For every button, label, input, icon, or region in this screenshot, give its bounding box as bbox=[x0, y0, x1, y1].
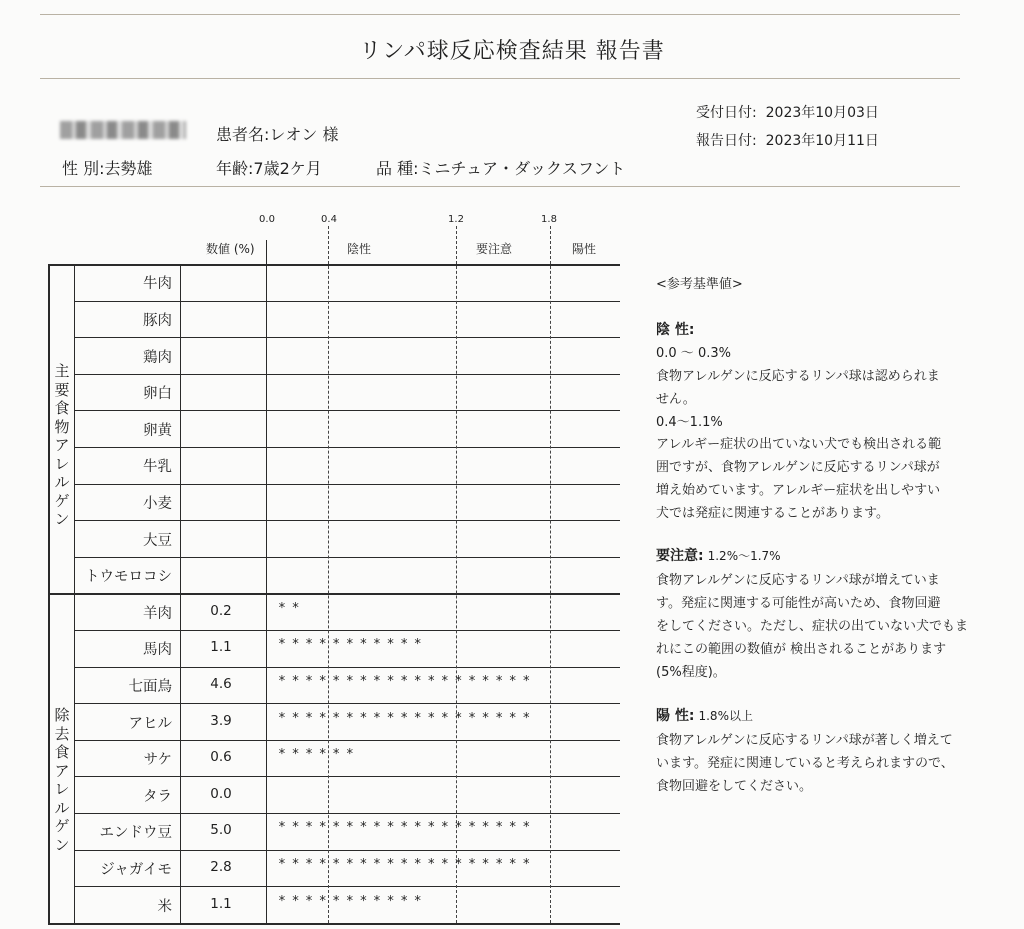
row-divider bbox=[74, 630, 620, 631]
allergen-label: 大豆 bbox=[143, 532, 172, 549]
threshold-line-0.4 bbox=[328, 226, 329, 923]
reference-caution-text: す。発症に関連する可能性が高いため、食物回避 bbox=[656, 596, 941, 611]
value-column-divider bbox=[266, 240, 267, 923]
reference-negative-text1: せん。 bbox=[656, 392, 696, 407]
allergen-label: 卵黄 bbox=[143, 422, 172, 439]
reference-title: 陽 性: bbox=[656, 708, 695, 724]
reference-positive-title bbox=[656, 706, 753, 727]
reference-heading: <参考基準値> bbox=[656, 277, 743, 292]
row-divider bbox=[74, 813, 620, 814]
patient-age-value: 7歳2ケ月 bbox=[253, 159, 322, 178]
row-divider bbox=[74, 776, 620, 777]
patient-age-label: 年齢: bbox=[216, 159, 254, 178]
row-divider bbox=[74, 740, 620, 741]
reference-positive-text: 食物回避をしてください。 bbox=[656, 779, 813, 794]
reference-title: 要注意: bbox=[656, 548, 704, 564]
patient-age bbox=[216, 156, 322, 179]
allergen-label: 牛乳 bbox=[143, 459, 172, 476]
patient-breed-label: 品 種: bbox=[376, 159, 419, 178]
top-rule bbox=[40, 14, 960, 15]
allergen-label: ジャガイモ bbox=[100, 861, 172, 878]
patient-sex bbox=[62, 156, 153, 179]
reference-negative-text2: アレルギー症状の出ていない犬でも検出される範 bbox=[656, 437, 942, 452]
redacted-patient-id bbox=[60, 121, 186, 139]
row-divider bbox=[74, 850, 620, 851]
allergen-label: アヒル bbox=[128, 715, 172, 732]
reference-negative-text2: 犬では発症に関連することがあります。 bbox=[656, 506, 889, 521]
allergen-value: 0.2 bbox=[210, 602, 232, 619]
allergen-label: 馬肉 bbox=[143, 642, 172, 659]
axis-tick-2: 1.2 bbox=[448, 214, 464, 225]
row-divider bbox=[74, 520, 620, 521]
patient-breed bbox=[376, 156, 625, 179]
allergen-label: 小麦 bbox=[143, 495, 172, 512]
allergen-label: 七面鳥 bbox=[128, 678, 172, 695]
table-border-top bbox=[48, 264, 620, 266]
reference-negative-title bbox=[656, 320, 694, 341]
patient-sex-value: 去勢雄 bbox=[104, 159, 153, 178]
group-divider bbox=[48, 593, 620, 595]
received-date-label: 受付日付: bbox=[696, 105, 757, 121]
reference-negative-range1: 0.0 ～ 0.3% bbox=[656, 346, 731, 361]
reported-date bbox=[696, 130, 879, 150]
allergen-value: 4.6 bbox=[210, 675, 232, 692]
received-date bbox=[696, 102, 879, 122]
allergen-label: トウモロコシ bbox=[85, 569, 172, 586]
allergen-star-bar: *********** bbox=[278, 893, 428, 909]
row-divider bbox=[74, 374, 620, 375]
allergen-label: 鶏肉 bbox=[143, 349, 172, 366]
row-divider bbox=[74, 337, 620, 338]
reference-caution-text: (5%程度)。 bbox=[656, 665, 726, 680]
threshold-line-1.8 bbox=[550, 226, 551, 923]
header-rule bbox=[40, 186, 960, 187]
reference-caution-text: をしてください。ただし、症状の出ていない犬でもま bbox=[656, 619, 969, 634]
allergen-star-bar: ******************* bbox=[278, 856, 536, 872]
received-date-value: 2023年10月03日 bbox=[765, 105, 879, 121]
reference-title: 陰 性: bbox=[656, 322, 695, 338]
reference-positive-text: います。発症に関連していると考えられますので、 bbox=[656, 756, 954, 771]
row-divider bbox=[74, 667, 620, 668]
axis-tick-0: 0.0 bbox=[259, 214, 275, 225]
reference-caution-title bbox=[656, 546, 781, 567]
row-divider bbox=[74, 410, 620, 411]
allergen-value: 3.9 bbox=[210, 712, 232, 729]
zone-caution-label: 要注意 bbox=[476, 242, 513, 256]
group-label-elimination: 除去食アレルゲン bbox=[54, 706, 70, 854]
allergen-label: 羊肉 bbox=[143, 605, 172, 622]
allergen-label: 卵白 bbox=[143, 386, 172, 403]
allergen-label: 牛肉 bbox=[143, 276, 172, 293]
allergen-value: 1.1 bbox=[210, 639, 232, 656]
zone-positive-label: 陽性 bbox=[572, 242, 597, 256]
allergen-value: 0.0 bbox=[210, 785, 232, 802]
reported-date-value: 2023年10月11日 bbox=[765, 133, 879, 149]
allergen-star-bar: ****** bbox=[278, 747, 360, 763]
row-divider bbox=[74, 301, 620, 302]
allergen-star-bar: *********** bbox=[278, 637, 428, 653]
reference-range: 1.8%以上 bbox=[698, 709, 753, 723]
axis-tick-3: 1.8 bbox=[541, 214, 557, 225]
patient-name-label: 患者名: bbox=[216, 125, 270, 144]
row-divider bbox=[74, 484, 620, 485]
allergen-value: 5.0 bbox=[210, 822, 232, 839]
row-divider bbox=[74, 886, 620, 887]
allergen-value: 1.1 bbox=[210, 895, 232, 912]
allergen-label: サケ bbox=[143, 752, 172, 769]
reference-positive-text: 食物アレルゲンに反応するリンパ球が著しく増えて bbox=[656, 733, 953, 748]
allergen-star-bar: ** bbox=[278, 600, 306, 616]
allergen-value: 0.6 bbox=[210, 749, 232, 766]
axis-tick-1: 0.4 bbox=[321, 214, 337, 225]
allergen-label: 米 bbox=[157, 898, 172, 915]
report-title: リンパ球反応検査結果 報告書 bbox=[359, 39, 665, 64]
patient-breed-value: ミニチュア・ダックスフント bbox=[418, 159, 626, 178]
patient-sex-label: 性 別: bbox=[62, 159, 105, 178]
reference-caution-text: 食物アレルゲンに反応するリンパ球が増えていま bbox=[656, 573, 940, 588]
reference-negative-text2: 増え始めています。アレルギー症状を出しやすい bbox=[656, 483, 941, 498]
reference-negative-text1: 食物アレルゲンに反応するリンパ球は認められま bbox=[656, 369, 940, 384]
row-divider bbox=[74, 557, 620, 558]
allergen-star-bar: ******************* bbox=[278, 673, 536, 689]
value-column-header: 数値 (%) bbox=[206, 242, 255, 256]
patient-name-value: レオン 様 bbox=[269, 125, 339, 144]
group-label-major: 主要食物アレルゲン bbox=[54, 362, 70, 528]
reported-date-label: 報告日付: bbox=[696, 133, 757, 149]
allergen-value: 2.8 bbox=[210, 858, 232, 875]
zone-negative-label: 陰性 bbox=[347, 242, 372, 256]
row-divider bbox=[48, 923, 620, 925]
allergen-star-bar: ******************* bbox=[278, 710, 536, 726]
row-divider bbox=[74, 703, 620, 704]
allergen-label: エンドウ豆 bbox=[99, 825, 172, 842]
allergen-star-bar: ******************* bbox=[278, 820, 536, 836]
row-divider bbox=[74, 447, 620, 448]
reference-negative-text2: 囲ですが、食物アレルゲンに反応するリンパ球が bbox=[656, 460, 940, 475]
allergen-label: タラ bbox=[143, 788, 172, 805]
reference-range: 1.2%～1.7% bbox=[707, 549, 781, 563]
reference-caution-text: れにこの範囲の数値が 検出されることがあります bbox=[656, 642, 947, 657]
patient-name bbox=[216, 122, 339, 145]
reference-negative-range2: 0.4～1.1% bbox=[656, 415, 723, 430]
title-rule bbox=[40, 78, 960, 79]
threshold-line-1.2 bbox=[456, 226, 457, 923]
allergen-label: 豚肉 bbox=[143, 312, 172, 329]
